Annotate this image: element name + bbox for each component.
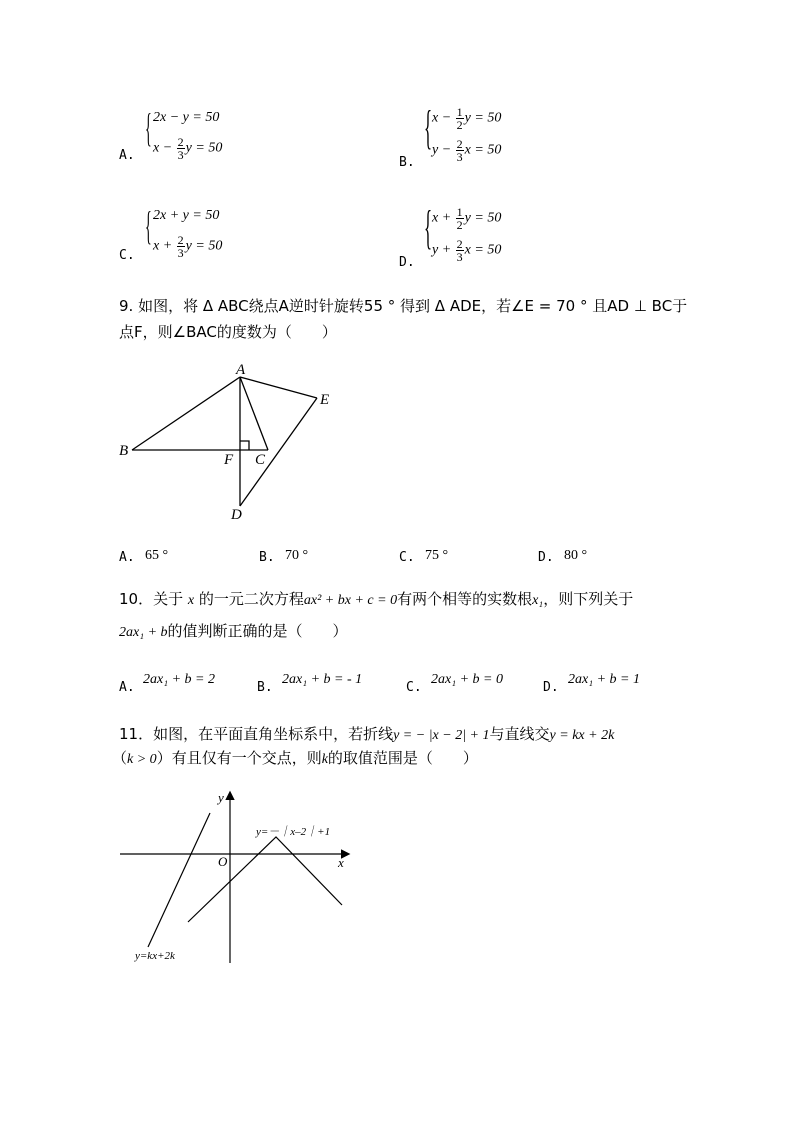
q10-option-b-letter: B. bbox=[257, 680, 273, 695]
option-d-letter: D. bbox=[399, 255, 415, 270]
q9-option-c-value: 75 ° bbox=[425, 548, 449, 563]
q10-option-c-value: 2ax₁ + b = 0 bbox=[431, 672, 503, 687]
q9-option-d-letter: D. bbox=[538, 550, 554, 565]
line-label: y=kx+2k bbox=[135, 950, 175, 962]
x-axis-label: x bbox=[338, 855, 344, 870]
q11-stem-line2: （k > 0）有且仅有一个交点，则k的取值范围是（ ） bbox=[112, 749, 478, 767]
option-c-eq2: x + $\frac{2}{3}$ y = 50 bbox=[153, 233, 223, 260]
option-a-system bbox=[145, 105, 255, 164]
q10-option-c-letter: C. bbox=[406, 680, 422, 695]
right-angle-mark bbox=[240, 441, 249, 450]
option-a-eq1: 2x − y = 50 bbox=[153, 110, 220, 125]
segment-ab bbox=[132, 377, 240, 450]
polyline-label: y=－｜x–2｜+1 bbox=[256, 826, 331, 838]
option-a-eq2: x − $\frac{2}{3}$ y = 50 bbox=[153, 135, 223, 162]
label-b: B bbox=[119, 443, 129, 459]
line-graph bbox=[148, 813, 210, 947]
option-b-letter: B. bbox=[399, 155, 415, 170]
segment-ac bbox=[240, 377, 268, 450]
segment-de bbox=[240, 398, 317, 506]
polyline-graph bbox=[188, 837, 342, 922]
option-c-eq1: 2x + y = 50 bbox=[153, 208, 220, 223]
system-brace-icon: { bbox=[424, 201, 433, 254]
option-d-eq1: x + $\frac{1}{2}$ y = 50 bbox=[432, 205, 502, 232]
q9-option-b-value: 70 ° bbox=[285, 548, 309, 563]
q10-option-a-value: 2ax₁ + b = 2 bbox=[143, 672, 215, 687]
y-axis-label: y bbox=[218, 790, 224, 805]
option-a-letter: A. bbox=[119, 148, 135, 163]
q10-option-d-letter: D. bbox=[543, 680, 559, 695]
system-brace-icon: { bbox=[145, 203, 152, 248]
system-brace-icon: { bbox=[424, 101, 433, 154]
q9-option-b-letter: B. bbox=[259, 550, 275, 565]
q9-stem-line1: 9. 如图，将 Δ ABC绕点A逆时针旋转55 ° 得到 Δ ADE，若∠E = 70 ° 且AD ⊥ BC于 bbox=[119, 297, 688, 315]
label-c: C bbox=[255, 452, 266, 468]
label-a: A bbox=[236, 362, 246, 378]
option-d-eq2: y + $\frac{2}{3}$ x = 50 bbox=[432, 237, 502, 264]
q10-option-a-letter: A. bbox=[119, 680, 135, 695]
option-b-eq1: x − $\frac{1}{2}$ y = 50 bbox=[432, 105, 502, 132]
q10-stem-line2: 2ax₁ + b的值判断正确的是（ ） bbox=[119, 622, 348, 640]
label-f: F bbox=[224, 452, 234, 468]
q9-option-a-letter: A. bbox=[119, 550, 135, 565]
option-c-letter: C. bbox=[119, 248, 135, 263]
option-b-system bbox=[424, 101, 534, 168]
q9-option-d-value: 80 ° bbox=[564, 548, 588, 563]
label-e: E bbox=[320, 392, 330, 408]
q9-option-c-letter: C. bbox=[399, 550, 415, 565]
origin-label: O bbox=[218, 854, 228, 869]
q9-option-a-value: 65 ° bbox=[145, 548, 169, 563]
option-d-system bbox=[424, 201, 534, 268]
q9-figure bbox=[110, 358, 370, 528]
q10-stem-line1: 10．关于 x 的一元二次方程ax² + bx + c = 0有两个相等的实数根x₁，则下列关于 bbox=[119, 590, 634, 608]
q9-stem-line2: 点F，则∠BAC的度数为（ ） bbox=[119, 323, 337, 341]
system-brace-icon: { bbox=[145, 105, 152, 150]
q11-figure bbox=[110, 785, 370, 975]
option-c-system bbox=[145, 203, 255, 262]
q10-option-b-value: 2ax₁ + b = - 1 bbox=[282, 672, 363, 687]
segment-ae bbox=[240, 377, 317, 398]
q10-option-d-value: 2ax₁ + b = 1 bbox=[568, 672, 640, 687]
option-b-eq2: y − $\frac{2}{3}$ x = 50 bbox=[432, 137, 502, 164]
label-d: D bbox=[231, 507, 242, 523]
q11-stem-line1: 11．如图，在平面直角坐标系中，若折线y = − |x − 2| + 1与直线交y = kx + 2k bbox=[119, 725, 615, 743]
